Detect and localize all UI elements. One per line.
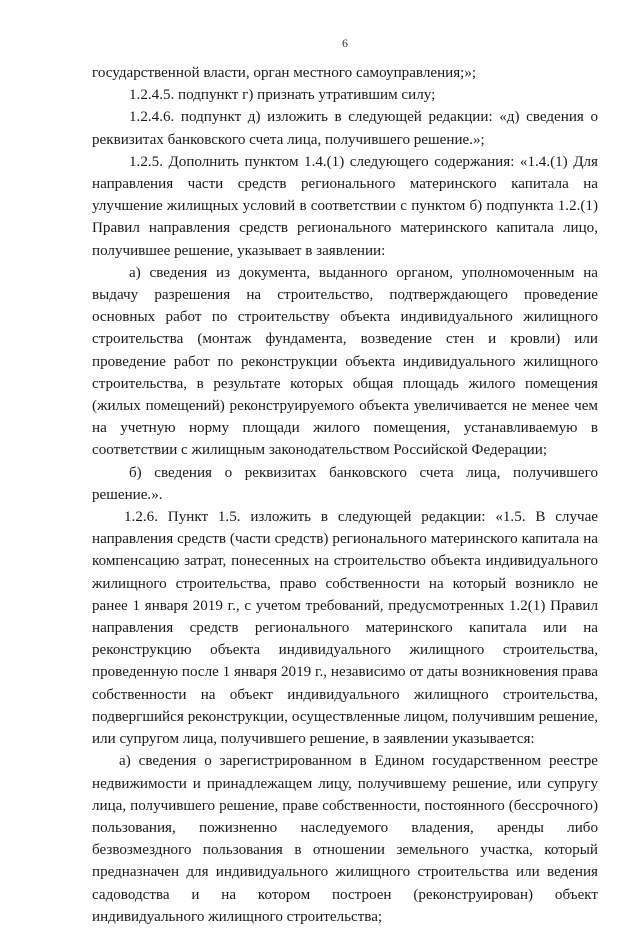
paragraph-continuation: государственной власти, орган местного самоуправления;»; (92, 65, 477, 81)
paragraph-1-2-4-6: 1.2.4.6. подпункт д) изложить в следующей редакции: «д) сведения о реквизитах банковского счета лица, получившего решение.»; (92, 109, 598, 148)
paragraph-1-2-4-5: 1.2.4.5. подпункт г) признать утратившим силу; (129, 87, 436, 104)
paragraph-1-2-5-a: а) сведения из документа, выданного органом, уполномоченным на выдачу разрешения на строительство, подтверждающего проведение основных работ по строительству объекта индивидуального жилищного строительства (монтаж фундамента, возведение стен и кровли) или проведение работ по реконструкции объекта индивидуального жилищного строительства, в результате которых общая площадь жилого помещения (жилых помещений) реконструируемого объекта увеличивается не менее чем на учетную норму площади жилого помещения, устанавливаемую в соответствии с жилищным законодательством Российской Федерации; (92, 264, 598, 459)
paragraph-1-2-6-a: а) сведения о зарегистрированном в Едином государственном реестре недвижимости и принадлежащем лицу, получившему решение, или супругу лица, получившего решение, праве собственности, постоянного (бессрочного) пользования, пожизненно наследуемого владения, аренды либо безвозмездного пользования в отношении земельного участка, который предназначен для индивидуального жилищного строительства или ведения садоводства и на котором построен (реконструирован) объект индивидуального жилищного строительства; (92, 753, 598, 925)
document-body (92, 62, 598, 928)
page-number: 6 (342, 36, 348, 50)
paragraph-1-2-5-b: б) сведения о реквизитах банковского счета лица, получившего решение.». (92, 464, 598, 503)
paragraph-1-2-6: 1.2.6. Пункт 1.5. изложить в следующей редакции: «1.5. В случае направления средств (части средств) регионального материнского капитала на компенсацию затрат, понесенных на строительство объекта индивидуального жилищного строительства, право собственности на который возникло не ранее 1 января 2019 г., с учетом требований, предусмотренных 1.2(1) Правил направления средств регионального материнского капитала или на реконструкцию объекта индивидуального жилищного строительства, проведенную после 1 января 2019 г., независимо от даты возникновения права собственности на объект индивидуального жилищного строительства, подвергшийся реконструкции, осуществленные лицом, получившим решение, или супругом лица, получившего решение, в заявлении указывается: (92, 509, 598, 748)
paragraph-1-2-5: 1.2.5. Дополнить пунктом 1.4.(1) следующего содержания: «1.4.(1) Для направления части средств регионального материнского капитала на улучшение жилищных условий в соответствии с пунктом б) подпункта 1.2.(1) Правил направления средств регионального материнского капитала лицо, получившее решение, указывает в заявлении: (92, 153, 598, 259)
